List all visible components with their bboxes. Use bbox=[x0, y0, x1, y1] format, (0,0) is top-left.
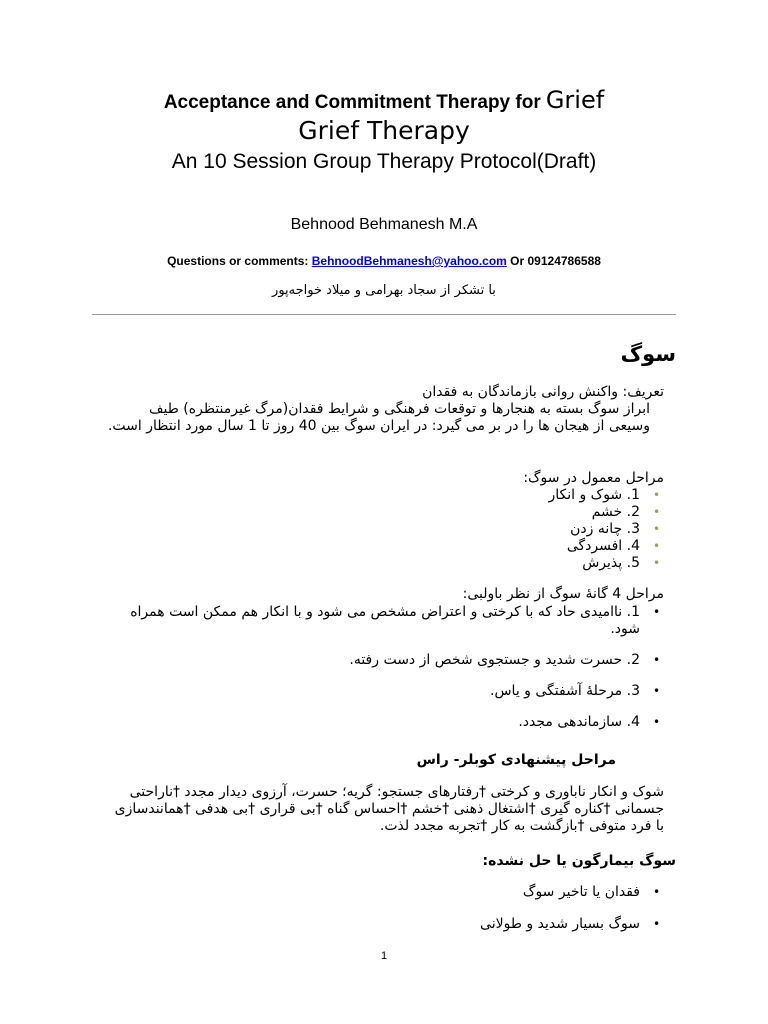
contact-email-link[interactable]: BehnoodBehmanesh@yahoo.com bbox=[311, 254, 507, 268]
list-item bbox=[92, 652, 676, 669]
definition-paragraph bbox=[92, 384, 676, 435]
pathological-item-text: سوگ بسیار شدید و طولانی bbox=[480, 916, 640, 932]
stage-text: 5. پذیرش bbox=[582, 555, 640, 571]
horizontal-divider bbox=[92, 314, 676, 315]
definition-body: ابراز سوگ بسته به هنجارها و توقعات فرهنگی و شرایط فقدان(مرگ غیرمنتظره) طیف وسیعی از هیجان ها را در بر می گیرد: در ایران سوگ بین 40 روز تا 1 سال مورد انتظار است. bbox=[107, 401, 650, 434]
page-number: 1 bbox=[380, 950, 388, 962]
acknowledgement: با تشکر از سجاد بهرامی و میلاد خواجه‌پور bbox=[272, 283, 496, 298]
contact-line bbox=[0, 254, 768, 268]
bowlby-stage-text: 3. مرحلهٔ آشفتگی و یاس. bbox=[490, 683, 640, 699]
list-item bbox=[92, 683, 676, 700]
title-bold-text: Acceptance and Commitment Therapy for bbox=[163, 92, 541, 113]
bowlby-stage-text: 2. حسرت شدید و جستجوی شخص از دست رفته. bbox=[349, 652, 640, 668]
kubler-heading: مراحل پیشنهادی کوبلر- راس bbox=[416, 752, 616, 768]
author-name: Behnood Behmanesh M.A bbox=[290, 216, 478, 233]
list-item bbox=[92, 714, 676, 731]
list-item bbox=[92, 555, 676, 572]
list-item bbox=[92, 538, 676, 555]
list-item bbox=[92, 604, 676, 638]
contact-label: Questions or comments: bbox=[167, 254, 309, 268]
bullet-icon: • bbox=[653, 653, 661, 667]
stages-list bbox=[92, 487, 676, 572]
bowlby-title-text: مراحل 4 گانهٔ سوگ از نظر باولبی: bbox=[462, 586, 664, 602]
pathological-list bbox=[92, 884, 676, 933]
bowlby-stage-text: 1. ناامیدی حاد که با کرختی و اعتراض مشخص می شود و با انکار هم ممکن است همراه شود. bbox=[130, 604, 640, 637]
list-item bbox=[92, 916, 676, 933]
stage-text: 1. شوک و انکار bbox=[548, 487, 640, 503]
bullet-icon: • bbox=[653, 715, 661, 729]
stage-text: 4. افسردگی bbox=[566, 538, 640, 554]
list-item bbox=[92, 521, 676, 538]
bullet-icon: • bbox=[653, 885, 661, 899]
definition-first-line: تعریف: واکنش روانی بازماندگان به فقدان bbox=[422, 384, 664, 400]
bullet-icon: • bbox=[653, 522, 661, 536]
bullet-icon: • bbox=[653, 917, 661, 931]
bullet-icon: • bbox=[653, 556, 661, 570]
list-item bbox=[92, 504, 676, 521]
document-title-line1 bbox=[0, 86, 768, 114]
bowlby-stage-text: 4. سازماندهی مجدد. bbox=[518, 714, 640, 730]
kubler-paragraph bbox=[92, 784, 676, 835]
stages-title-text: مراحل معمول در سوگ: bbox=[523, 470, 664, 486]
bullet-icon: • bbox=[653, 605, 661, 619]
document-title-line2: Grief Therapy bbox=[298, 116, 470, 145]
bullet-icon: • bbox=[653, 539, 661, 553]
bullet-icon: • bbox=[653, 684, 661, 698]
list-item bbox=[92, 487, 676, 504]
stage-text: 2. خشم bbox=[591, 504, 640, 520]
kubler-text: شوک و انکار ناباوری و کرختی †رفتارهای جستجو: گریه؛ حسرت، آرزوی دیدار مجدد †ناراحتی جسمانی †کناره گیری †اشتغال ذهنی †خشم †احساس گناه †بی قراری †بی هدفی †همانندسازی با فرد متوفی †بازگشت به کار †تجربه مجدد لذت. bbox=[114, 784, 664, 834]
stage-text: 3. چانه زدن bbox=[570, 521, 640, 537]
stages-title bbox=[92, 470, 676, 487]
bullet-icon: • bbox=[653, 505, 661, 519]
bullet-icon: • bbox=[653, 488, 661, 502]
section-heading: سوگ bbox=[620, 342, 676, 366]
bowlby-list bbox=[92, 604, 676, 731]
bowlby-title bbox=[92, 586, 676, 603]
pathological-item-text: فقدان یا تاخیر سوگ bbox=[522, 884, 640, 900]
pathological-heading: سوگ بیمارگون یا حل نشده: bbox=[482, 853, 676, 869]
document-subtitle: An 10 Session Group Therapy Protocol(Draft) bbox=[171, 150, 597, 173]
contact-phone: Or 09124786588 bbox=[510, 254, 601, 268]
title-word: Grief bbox=[545, 86, 605, 114]
list-item bbox=[92, 884, 676, 901]
